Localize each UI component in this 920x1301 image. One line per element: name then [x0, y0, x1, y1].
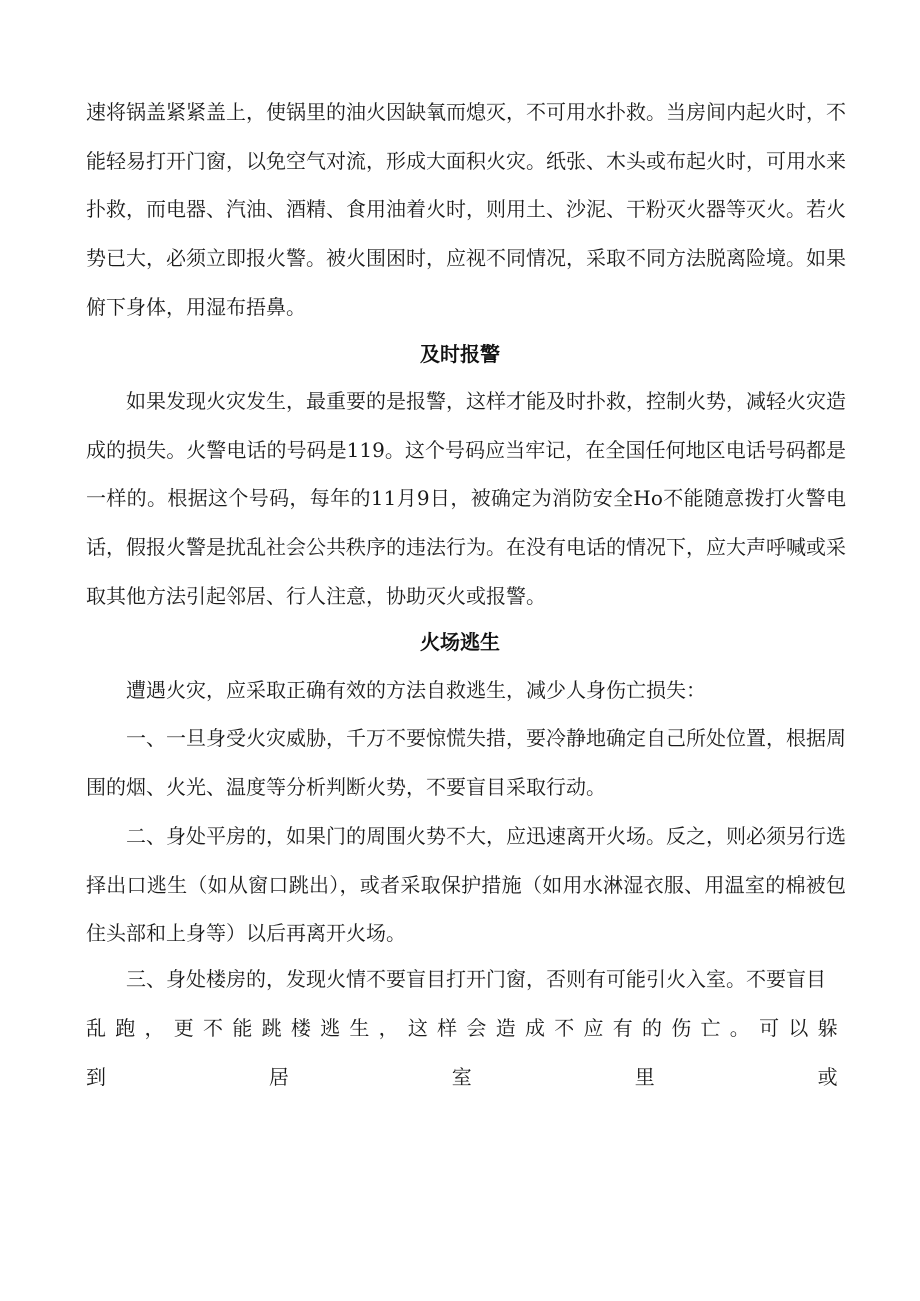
- escape-item-3-line-1: 三、身处楼房的，发现火情不要盲目打开门窗，否则有可能引火入室。不要盲目: [126, 967, 826, 991]
- section-heading-escape: 火场逃生: [420, 630, 500, 654]
- alarm-paragraph: 如果发现火灾发生，最重要的是报警，这样才能及时扑救，控制火势，减轻火灾造成的损失。火警电话的号码是119。这个号码应当牢记，在全国任何地区电话号码都是一样的。根据这个号码，每年的11月9日，被确定为消防安全Ho不能随意拨打火警电话，假报火警是扰乱社会公共秩序的违法行为。在没有电话的情况下，应大声呼喊或采取其他方法引起邻居、行人注意，协助灭火或报警。: [86, 389, 846, 608]
- intro-paragraph: 速将锅盖紧紧盖上，使锅里的油火因缺氧而熄灭，不可用水扑救。当房间内起火时，不能轻易打开门窗，以免空气对流，形成大面积火灾。纸张、木头或布起火时，可用水来扑救，而电器、汽油、酒精、食用油着火时，则用土、沙泥、干粉灭火器等灭火。若火势已大，必须立即报火警。被火围困时，应视不同情况，采取不同方法脱离险境。如果俯下身体，用湿布捂鼻。: [86, 100, 846, 319]
- escape-intro-paragraph: 遭遇火灾，应采取正确有效的方法自救逃生，减少人身伤亡损失：: [126, 678, 706, 702]
- section-heading-alarm: 及时报警: [420, 342, 500, 366]
- escape-item-3-line-2: 乱跑，更不能跳楼逃生，这样会造成不应有的伤亡。可以躲到居室里或: [86, 1016, 846, 1089]
- escape-item-2: 二、身处平房的，如果门的周围火势不大，应迅速离开火场。反之，则必须另行选择出口逃生（如从窗口跳出），或者采取保护措施（如用水淋湿衣服、用温室的棉被包住头部和上身等）以后再离开火场。: [86, 824, 846, 946]
- escape-item-1: 一、一旦身受火灾威胁，千万不要惊慌失措，要冷静地确定自己所处位置，根据周围的烟、火光、温度等分析判断火势，不要盲目采取行动。: [86, 726, 846, 799]
